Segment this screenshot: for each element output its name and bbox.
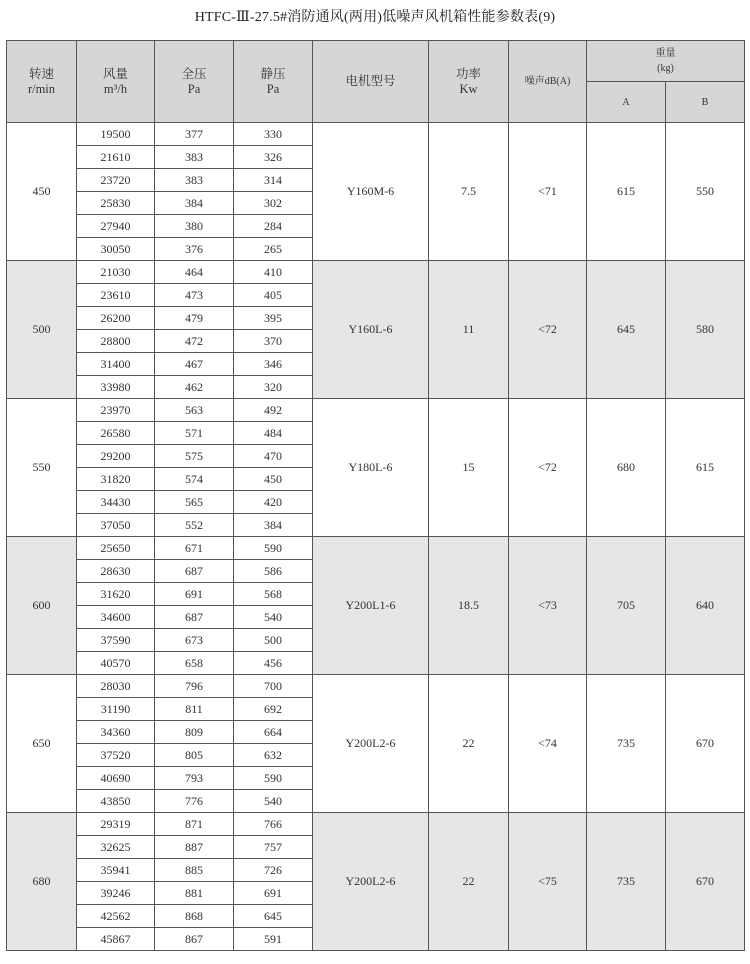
total-pressure-cell: 383 [155, 169, 234, 192]
flow-cell: 31190 [77, 698, 155, 721]
header-weight-a: A [587, 82, 666, 123]
static-pressure-cell: 726 [234, 859, 313, 882]
static-pressure-cell: 757 [234, 836, 313, 859]
flow-cell: 23610 [77, 284, 155, 307]
static-pressure-cell: 645 [234, 905, 313, 928]
speed-cell: 450 [7, 123, 77, 261]
power-cell: 18.5 [429, 537, 509, 675]
weight-b-cell: 615 [666, 399, 745, 537]
power-cell: 22 [429, 675, 509, 813]
flow-cell: 25830 [77, 192, 155, 215]
total-pressure-cell: 867 [155, 928, 234, 951]
header-speed: 转速 r/min [7, 41, 77, 123]
weight-b-cell: 640 [666, 537, 745, 675]
static-pressure-cell: 302 [234, 192, 313, 215]
flow-cell: 37050 [77, 514, 155, 537]
total-pressure-cell: 565 [155, 491, 234, 514]
static-pressure-cell: 540 [234, 606, 313, 629]
speed-cell: 500 [7, 261, 77, 399]
flow-cell: 35941 [77, 859, 155, 882]
motor-cell: Y200L1-6 [313, 537, 429, 675]
flow-cell: 31620 [77, 583, 155, 606]
static-pressure-cell: 664 [234, 721, 313, 744]
table-row [7, 261, 745, 284]
total-pressure-cell: 793 [155, 767, 234, 790]
static-pressure-cell: 384 [234, 514, 313, 537]
flow-cell: 39246 [77, 882, 155, 905]
static-pressure-cell: 320 [234, 376, 313, 399]
weight-b-cell: 580 [666, 261, 745, 399]
power-cell: 7.5 [429, 123, 509, 261]
total-pressure-cell: 776 [155, 790, 234, 813]
power-cell: 15 [429, 399, 509, 537]
total-pressure-cell: 885 [155, 859, 234, 882]
header-power: 功率 Kw [429, 41, 509, 123]
total-pressure-cell: 887 [155, 836, 234, 859]
header-total-pressure: 全压 Pa [155, 41, 234, 123]
noise-cell: <75 [509, 813, 587, 951]
static-pressure-cell: 540 [234, 790, 313, 813]
static-pressure-cell: 470 [234, 445, 313, 468]
table-row [7, 813, 745, 836]
flow-cell: 32625 [77, 836, 155, 859]
static-pressure-cell: 370 [234, 330, 313, 353]
total-pressure-cell: 377 [155, 123, 234, 146]
power-cell: 22 [429, 813, 509, 951]
total-pressure-cell: 868 [155, 905, 234, 928]
weight-b-cell: 550 [666, 123, 745, 261]
static-pressure-cell: 284 [234, 215, 313, 238]
total-pressure-cell: 472 [155, 330, 234, 353]
total-pressure-cell: 673 [155, 629, 234, 652]
total-pressure-cell: 571 [155, 422, 234, 445]
total-pressure-cell: 811 [155, 698, 234, 721]
page-title: HTFC-Ⅲ-27.5#消防通风(两用)低噪声风机箱性能参数表(9) [194, 10, 556, 25]
total-pressure-cell: 467 [155, 353, 234, 376]
static-pressure-cell: 586 [234, 560, 313, 583]
static-pressure-cell: 568 [234, 583, 313, 606]
total-pressure-cell: 384 [155, 192, 234, 215]
flow-cell: 33980 [77, 376, 155, 399]
flow-cell: 23970 [77, 399, 155, 422]
flow-cell: 27940 [77, 215, 155, 238]
weight-b-cell: 670 [666, 675, 745, 813]
static-pressure-cell: 484 [234, 422, 313, 445]
flow-cell: 37590 [77, 629, 155, 652]
noise-cell: <72 [509, 399, 587, 537]
noise-cell: <73 [509, 537, 587, 675]
total-pressure-cell: 462 [155, 376, 234, 399]
flow-cell: 43850 [77, 790, 155, 813]
motor-cell: Y160L-6 [313, 261, 429, 399]
flow-cell: 37520 [77, 744, 155, 767]
speed-cell: 680 [7, 813, 77, 951]
total-pressure-cell: 687 [155, 560, 234, 583]
total-pressure-cell: 805 [155, 744, 234, 767]
flow-cell: 29319 [77, 813, 155, 836]
static-pressure-cell: 766 [234, 813, 313, 836]
header-noise: 噪声dB(A) [509, 41, 587, 123]
static-pressure-cell: 590 [234, 537, 313, 560]
header-weight-b: B [666, 82, 745, 123]
speed-cell: 600 [7, 537, 77, 675]
total-pressure-cell: 383 [155, 146, 234, 169]
flow-cell: 45867 [77, 928, 155, 951]
static-pressure-cell: 700 [234, 675, 313, 698]
static-pressure-cell: 691 [234, 882, 313, 905]
flow-cell: 34430 [77, 491, 155, 514]
static-pressure-cell: 265 [234, 238, 313, 261]
flow-cell: 40690 [77, 767, 155, 790]
table-row [7, 399, 745, 422]
table-row [7, 675, 745, 698]
table-row [7, 123, 745, 146]
weight-a-cell: 615 [587, 123, 666, 261]
static-pressure-cell: 590 [234, 767, 313, 790]
motor-cell: Y160M-6 [313, 123, 429, 261]
flow-cell: 28030 [77, 675, 155, 698]
static-pressure-cell: 314 [234, 169, 313, 192]
total-pressure-cell: 871 [155, 813, 234, 836]
static-pressure-cell: 632 [234, 744, 313, 767]
flow-cell: 42562 [77, 905, 155, 928]
weight-b-cell: 670 [666, 813, 745, 951]
total-pressure-cell: 376 [155, 238, 234, 261]
noise-cell: <71 [509, 123, 587, 261]
total-pressure-cell: 796 [155, 675, 234, 698]
flow-cell: 31820 [77, 468, 155, 491]
weight-a-cell: 735 [587, 675, 666, 813]
static-pressure-cell: 330 [234, 123, 313, 146]
static-pressure-cell: 395 [234, 307, 313, 330]
static-pressure-cell: 420 [234, 491, 313, 514]
flow-cell: 28630 [77, 560, 155, 583]
static-pressure-cell: 500 [234, 629, 313, 652]
flow-cell: 19500 [77, 123, 155, 146]
total-pressure-cell: 809 [155, 721, 234, 744]
static-pressure-cell: 346 [234, 353, 313, 376]
motor-cell: Y200L2-6 [313, 675, 429, 813]
weight-a-cell: 680 [587, 399, 666, 537]
flow-cell: 21030 [77, 261, 155, 284]
static-pressure-cell: 591 [234, 928, 313, 951]
flow-cell: 25650 [77, 537, 155, 560]
flow-cell: 34600 [77, 606, 155, 629]
header-flow: 风量 m³/h [77, 41, 155, 123]
total-pressure-cell: 464 [155, 261, 234, 284]
weight-a-cell: 645 [587, 261, 666, 399]
noise-cell: <72 [509, 261, 587, 399]
flow-cell: 29200 [77, 445, 155, 468]
flow-cell: 40570 [77, 652, 155, 675]
static-pressure-cell: 450 [234, 468, 313, 491]
flow-cell: 26200 [77, 307, 155, 330]
performance-table [6, 40, 745, 951]
weight-a-cell: 705 [587, 537, 666, 675]
static-pressure-cell: 692 [234, 698, 313, 721]
flow-cell: 21610 [77, 146, 155, 169]
motor-cell: Y200L2-6 [313, 813, 429, 951]
total-pressure-cell: 671 [155, 537, 234, 560]
noise-cell: <74 [509, 675, 587, 813]
flow-cell: 34360 [77, 721, 155, 744]
speed-cell: 650 [7, 675, 77, 813]
total-pressure-cell: 473 [155, 284, 234, 307]
table-row [7, 537, 745, 560]
total-pressure-cell: 691 [155, 583, 234, 606]
total-pressure-cell: 574 [155, 468, 234, 491]
static-pressure-cell: 456 [234, 652, 313, 675]
flow-cell: 31400 [77, 353, 155, 376]
total-pressure-cell: 658 [155, 652, 234, 675]
static-pressure-cell: 405 [234, 284, 313, 307]
static-pressure-cell: 492 [234, 399, 313, 422]
flow-cell: 23720 [77, 169, 155, 192]
flow-cell: 26580 [77, 422, 155, 445]
flow-cell: 30050 [77, 238, 155, 261]
weight-a-cell: 735 [587, 813, 666, 951]
total-pressure-cell: 380 [155, 215, 234, 238]
header-static-pressure: 静压 Pa [234, 41, 313, 123]
table-body [7, 123, 745, 951]
static-pressure-cell: 326 [234, 146, 313, 169]
total-pressure-cell: 552 [155, 514, 234, 537]
speed-cell: 550 [7, 399, 77, 537]
total-pressure-cell: 881 [155, 882, 234, 905]
total-pressure-cell: 687 [155, 606, 234, 629]
total-pressure-cell: 479 [155, 307, 234, 330]
header-motor: 电机型号 [313, 41, 429, 123]
total-pressure-cell: 575 [155, 445, 234, 468]
power-cell: 11 [429, 261, 509, 399]
total-pressure-cell: 563 [155, 399, 234, 422]
header-weight: 重量 (kg) [587, 41, 745, 82]
motor-cell: Y180L-6 [313, 399, 429, 537]
flow-cell: 28800 [77, 330, 155, 353]
static-pressure-cell: 410 [234, 261, 313, 284]
